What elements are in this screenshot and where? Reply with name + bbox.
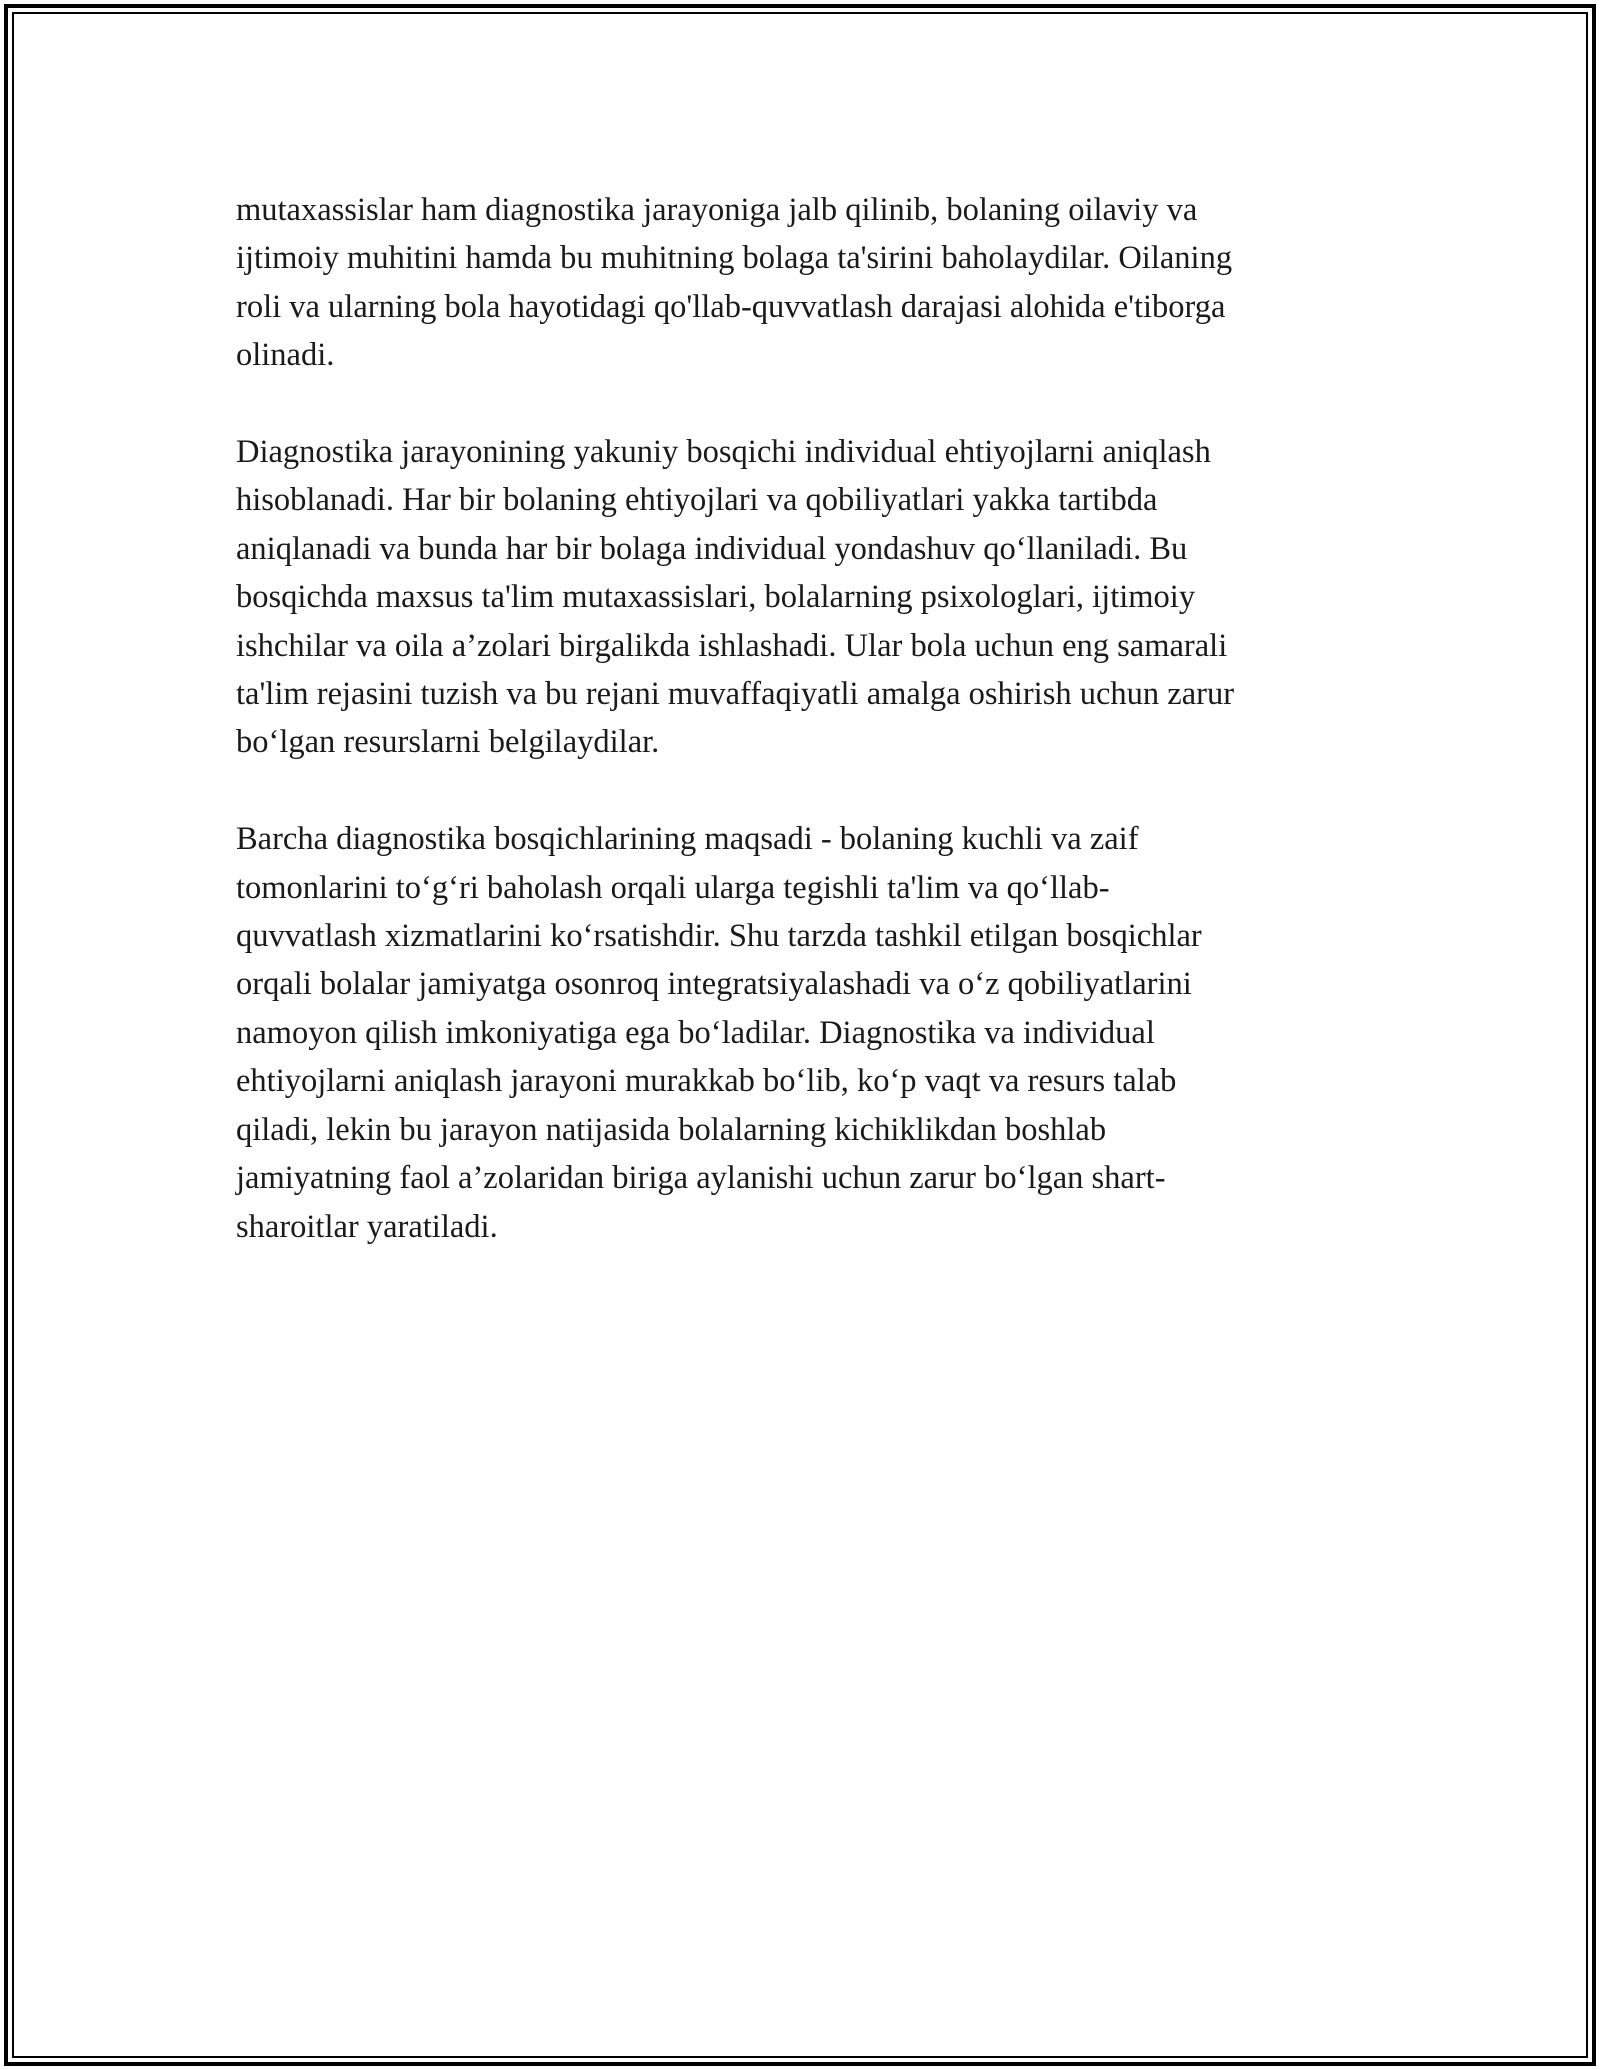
paragraph: Diagnostika jarayonining yakuniy bosqichi individual ehtiyojlarni aniqlash hisoblanadi. Har bir bolaning ehtiyojlari va qobiliyatlari yakka tartibda aniqlanadi va bunda har bir bolaga individual yondashuv qo‘llaniladi. Bu bosqichda maxsus ta'lim mutaxassislari, bolalarning psixologlari, ijtimoiy ishchilar va oila a’zolari birgalikda ishlashadi. Ular bola uchun eng samarali ta'lim rejasini tuzish va bu rejani muvaffaqiyatli amalga oshirish uchun zarur bo‘lgan resurslarni belgilaydilar.: [236, 434, 1235, 761]
paragraph: mutaxassislar ham diagnostika jarayoniga jalb qilinib, bolaning oilaviy va ijtimoiy muhitini hamda bu muhitning bolaga ta'sirini baholaydilar. Oilaning roli va ularning bola hayotidagi qo'llab-quvvatlash darajasi alohida e'tiborga olinadi.: [236, 192, 1233, 374]
document-body: [236, 186, 1386, 1299]
paragraph: Barcha diagnostika bosqichlarining maqsadi - bolaning kuchli va zaif tomonlarini to‘g‘ri baholash orqali ularga tegishli ta'lim va qo‘llab- quvvatlash xizmatlarini ko‘rsatishdir. Shu tarzda tashkil etilgan bosqichlar orqali bolalar jamiyatga osonroq integratsiyalashadi va o‘z qobiliyatlarini namoyon qilish imkoniyatiga ega bo‘ladilar. Diagnostika va individual ehtiyojlarni aniqlash jarayoni murakkab bo‘lib, ko‘p vaqt va resurs talab qiladi, lekin bu jarayon natijasida bolalarning kichiklikdan boshlab jamiyatning faol a’zolaridan biriga aylanishi uchun zarur bo‘lgan shart- sharoitlar yaratiladi.: [236, 821, 1202, 1245]
